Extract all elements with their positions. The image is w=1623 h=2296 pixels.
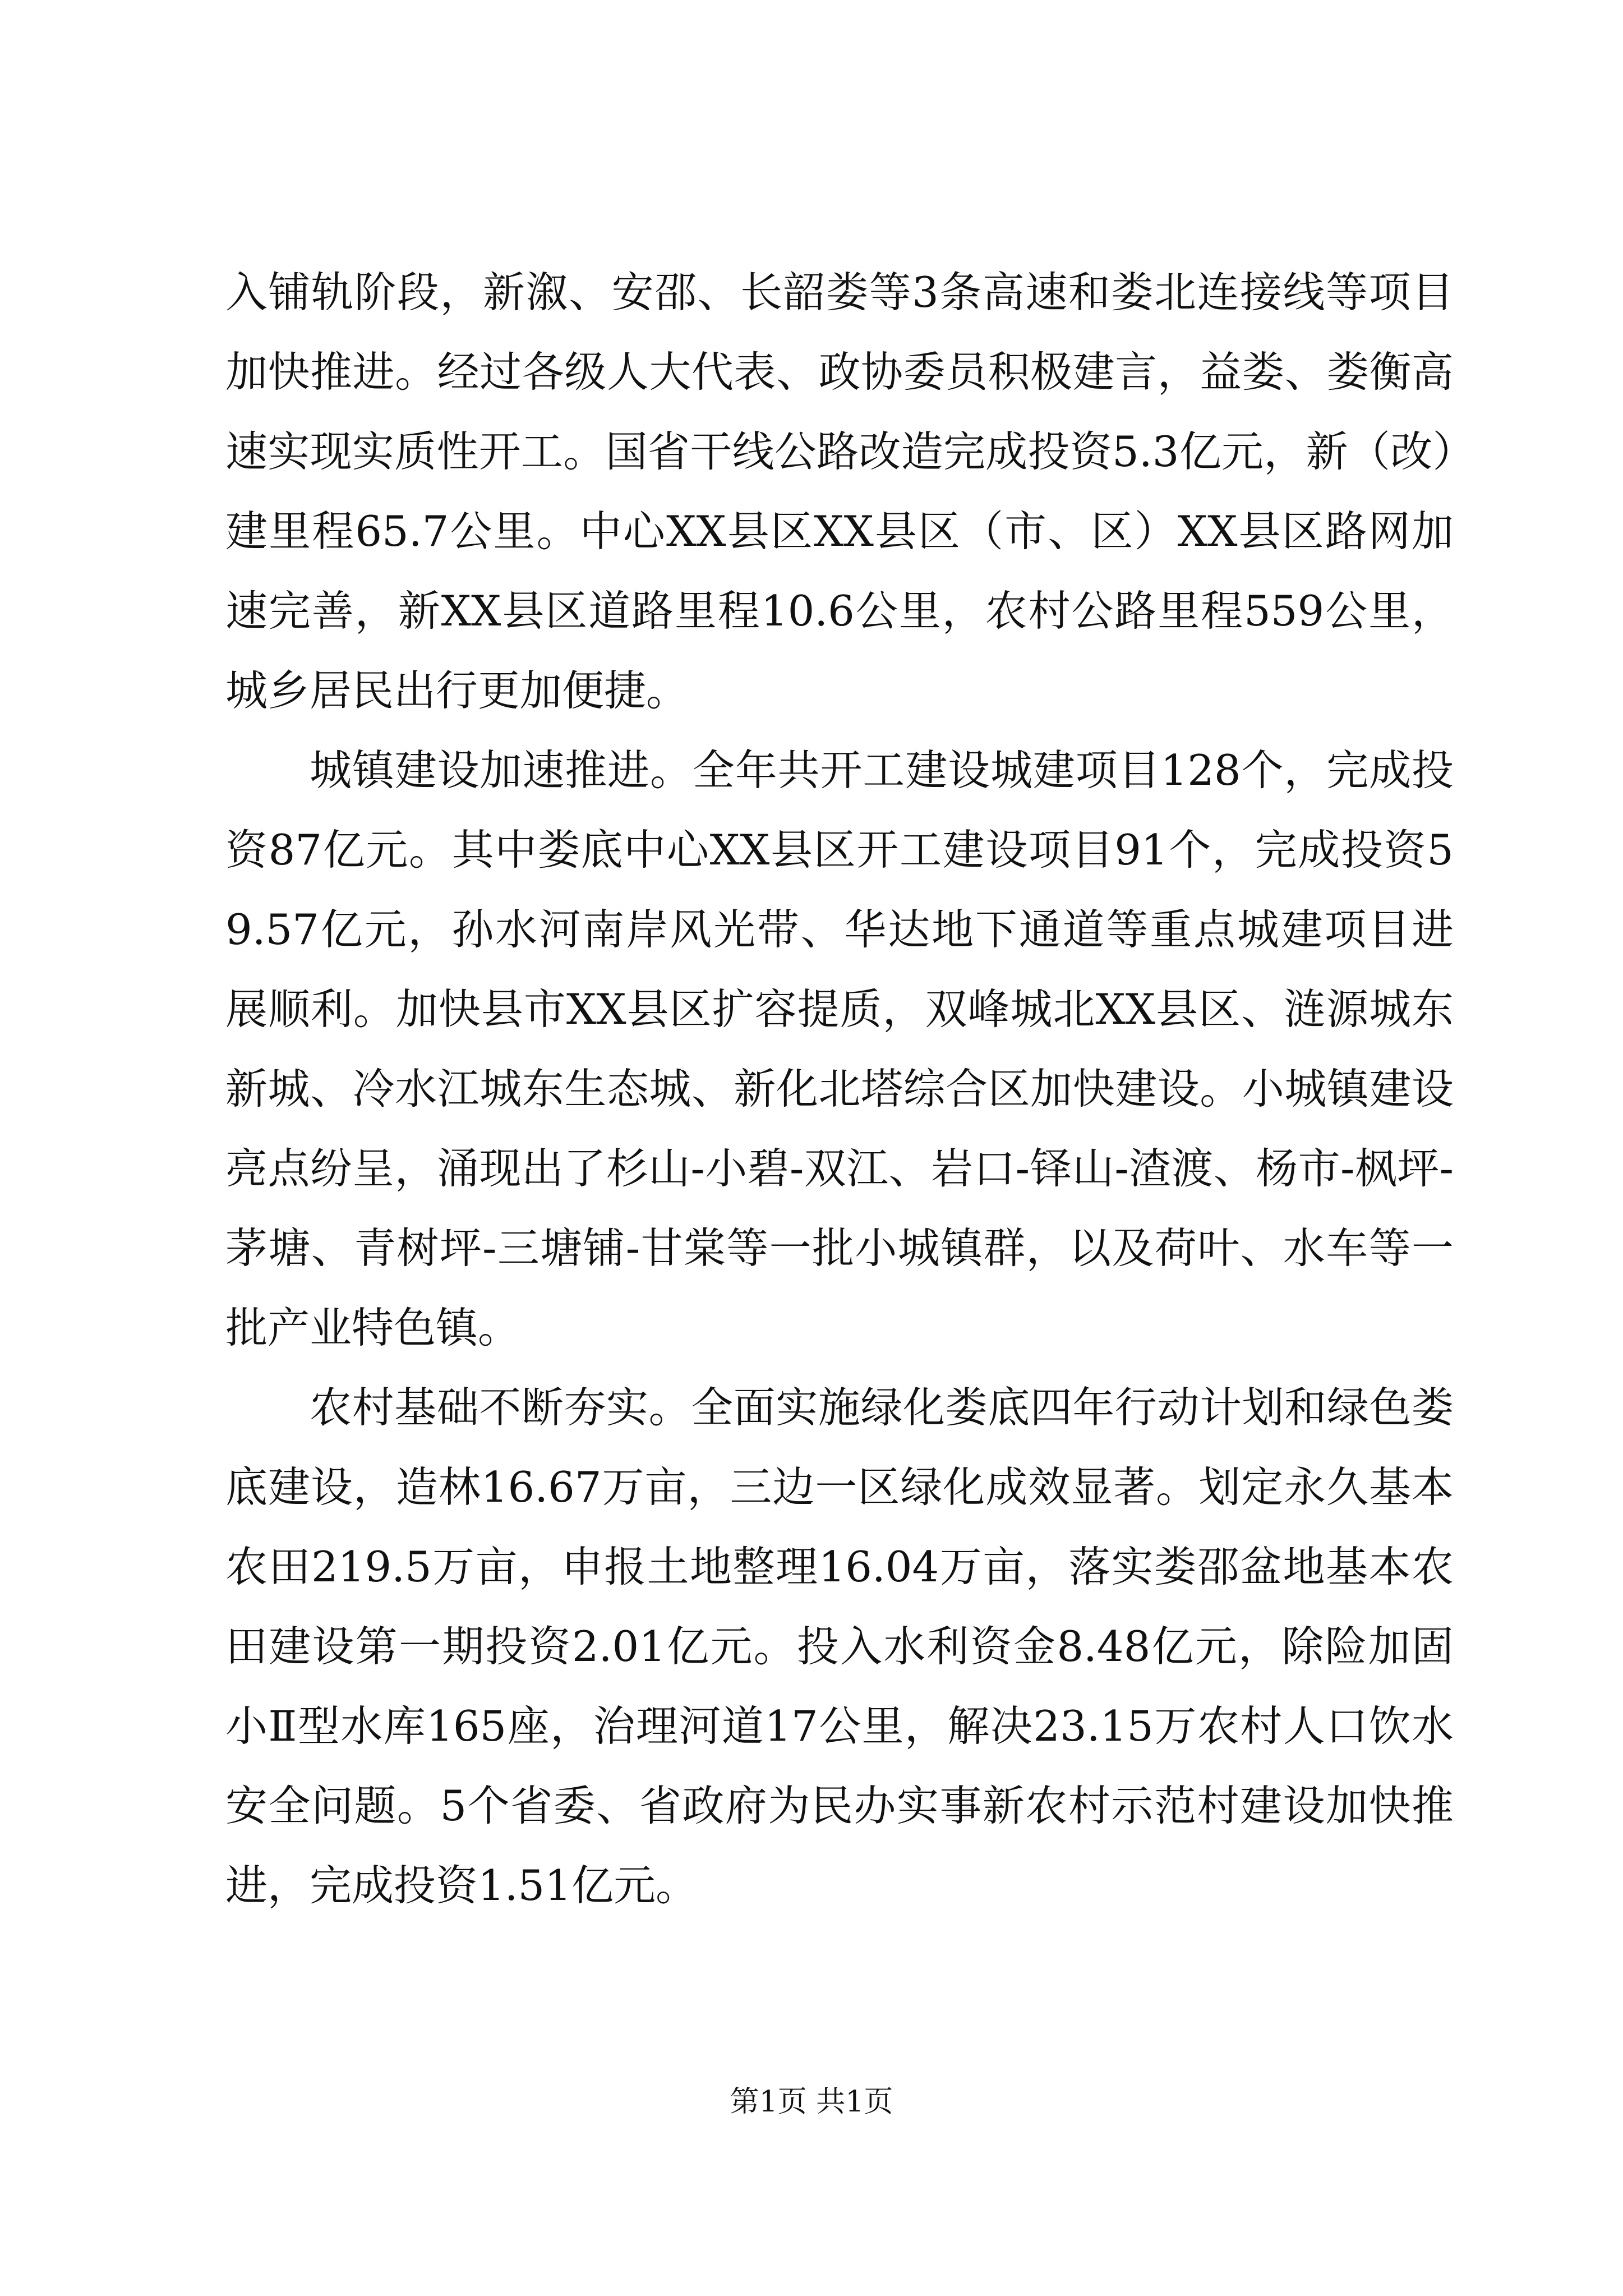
paragraph-transport: 入铺轨阶段，新溆、安邵、长韶娄等3条高速和娄北连接线等项目加快推进。经过各级人大代表、政协委员积极建言，益娄、娄衡高速实现实质性开工。国省干线公路改造完成投资5.3亿元，新（改）建里程65.7公里。中心XX县区XX县区（市、区）XX县区路网加速完善，新XX县区道路里程10.6公里，农村公路里程559公里，城乡居民出行更加便捷。: [225, 268, 1454, 715]
document-body: [225, 252, 1454, 1925]
page-footer: 第1页 共1页: [730, 2085, 893, 2119]
paragraph-urban-construction: 城镇建设加速推进。全年共开工建设城建项目128个，完成投资87亿元。其中娄底中心XX县区开工建设项目91个，完成投资59.57亿元，孙水河南岸风光带、华达地下通道等重点城建项目进展顺利。加快县市XX县区扩容提质，双峰城北XX县区、涟源城东新城、冷水江城东生态城、新化北塔综合区加快建设。小城镇建设亮点纷呈，涌现出了杉山-小碧-双江、岩口-铎山-渣渡、杨市-枫坪-茅塘、青树坪-三塘铺-甘棠等一批小城镇群，以及荷叶、水车等一批产业特色镇。: [225, 746, 1454, 1352]
paragraph-rural-infrastructure: 农村基础不断夯实。全面实施绿化娄底四年行动计划和绿色娄底建设，造林16.67万亩，三边一区绿化成效显著。划定永久基本农田219.5万亩，申报土地整理16.04万亩，落实娄邵盆地基本农田建设第一期投资2.01亿元。投入水利资金8.48亿元，除险加固小Ⅱ型水库165座，治理河道17公里，解决23.15万农村人口饮水安全问题。5个省委、省政府为民办实事新农村示范村建设加快推进，完成投资1.51亿元。: [225, 1383, 1454, 1910]
